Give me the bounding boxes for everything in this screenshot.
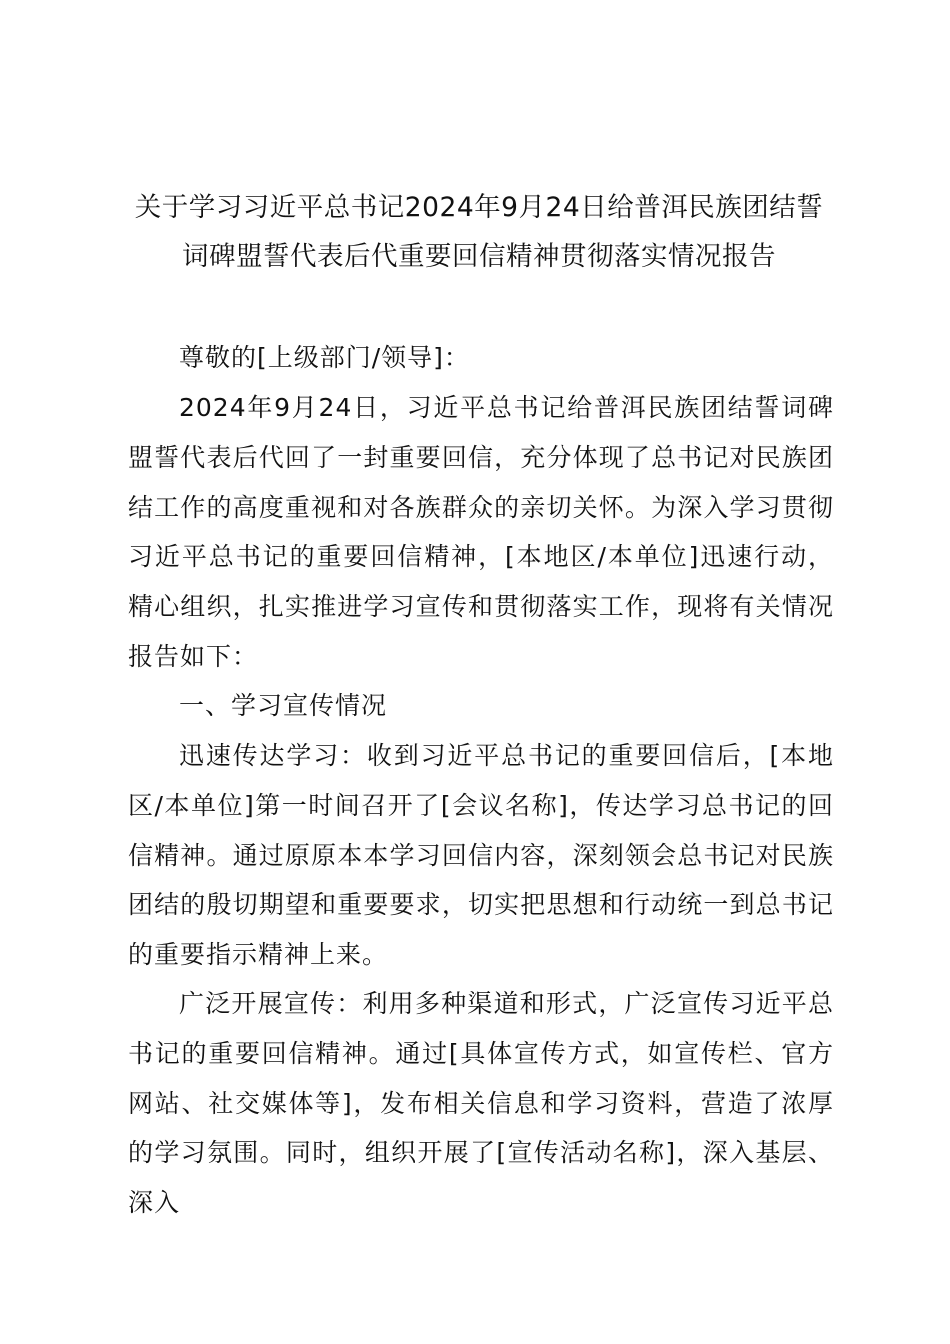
paragraph-intro: 2024年9月24日，习近平总书记给普洱民族团结誓词碑盟誓代表后代回了一封重要回信，充分体现了总书记对民族团结工作的高度重视和对各族群众的亲切关怀。为深入学习贯彻习近平总书记的重要回信精神，[本地区/本单位]迅速行动，精心组织，扎实推进学习宣传和贯彻落实工作，现将有关情况报告如下： bbox=[128, 393, 834, 671]
paragraph-wide-publicity: 广泛开展宣传：利用多种渠道和形式，广泛宣传习近平总书记的重要回信精神。通过[具体宣传方式，如宣传栏、官方网站、社交媒体等]，发布相关信息和学习资料，营造了浓厚的学习氛围。同时，组织开展了[宣传活动名称]，深入基层、深入 bbox=[128, 989, 834, 1218]
salutation: 尊敬的[上级部门/领导]： bbox=[179, 343, 470, 372]
paragraph-rapid-study: 迅速传达学习：收到习近平总书记的重要回信后，[本地区/本单位]第一时间召开了[会议名称]，传达学习总书记的回信精神。通过原原本本学习回信内容，深刻领会总书记对民族团结的殷切期望和重要要求，切实把思想和行动统一到总书记的重要指示精神上来。 bbox=[128, 741, 834, 970]
document-title: 关于学习习近平总书记2024年9月24日给普洱民族团结誓词碑盟誓代表后代重要回信精神贯彻落实情况报告 bbox=[134, 192, 824, 272]
section-heading-study-publicity: 一、学习宣传情况 bbox=[179, 691, 388, 720]
